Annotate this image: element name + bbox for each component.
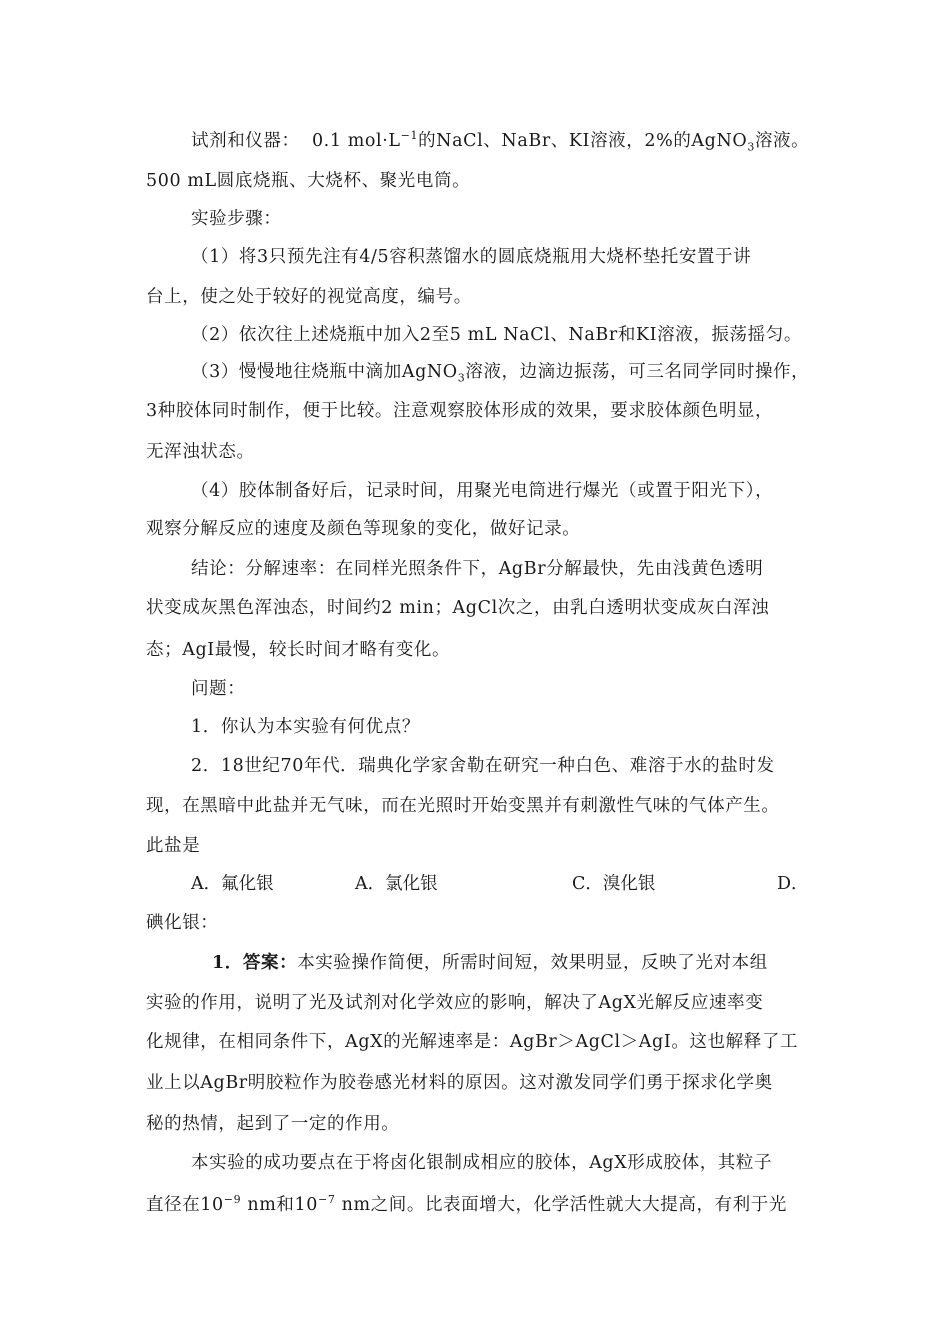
conclusion-line-2: 状变成灰黑色浑浊态，时间约2 min；AgCl次之，由乳白透明状变成灰白浑浊 (146, 598, 770, 618)
option-b: A．氯化银 (355, 874, 438, 894)
answer-label: 答案： (242, 953, 298, 973)
question-2-line-2: 现，在黑暗中此盐并无气味，而在光照时开始变黑并有刺激性气味的气体产生。 (146, 796, 780, 816)
step-3-line-2: 3种胶体同时制作，便于比较。注意观察胶体形成的效果，要求胶体颜色明显， (146, 401, 774, 421)
steps-heading: 实验步骤： (191, 209, 282, 229)
conclusion-line-1: 结论：分解速率：在同样光照条件下，AgBr分解最快，先由浅黄色透明 (191, 559, 764, 579)
question-2-line-3: 此盐是 (146, 836, 201, 856)
step-3-line-3: 无浑浊状态。 (146, 442, 255, 462)
step-3-line-1: （3）慢慢地往烧瓶中滴加AgNO$_3$溶液，边滴边振荡，可三名同学同时操作， (191, 362, 810, 385)
question-1: 1．你认为本实验有何优点？ (191, 717, 420, 737)
answer-paragraph-2-line-1: 本实验的成功要点在于将卤化银制成相应的胶体，AgX形成胶体，其粒子 (191, 1153, 773, 1173)
option-c: C．溴化银 (572, 874, 656, 894)
reagents-line-1: 试剂和仪器： 0.1 $mol\cdot L^{-1}$的NaCl、NaBr、KI溶液，2%的AgNO$_3$溶液。 (191, 129, 810, 154)
answer-line-5: 秘的热情，起到了一定的作用。 (146, 1114, 400, 1134)
option-a: A．氟化银 (191, 874, 274, 894)
answer-line-1: 1．答案：本实验操作简便，所需时间短，效果明显，反映了光对本组 (212, 953, 768, 973)
step-1-line-2: 台上，使之处于较好的视觉高度，编号。 (146, 287, 472, 307)
step-2: （2）依次往上述烧瓶中加入2至5 mL NaCl、NaBr和KI溶液，振荡摇匀。 (191, 325, 802, 345)
reagents-line-2: 500 mL圆底烧瓶、大烧杯、聚光电筒。 (146, 171, 471, 191)
answer-number: 1． (212, 953, 243, 973)
answer-line-3: 化规律，在相同条件下，AgX的光解速率是：AgBr＞AgCl＞AgI。这也解释了工 (146, 1032, 799, 1052)
step-4-line-1: （4）胶体制备好后，记录时间，用聚光电筒进行爆光（或置于阳光下）， (191, 481, 774, 501)
conclusion-line-3: 态；AgI最慢，较长时间才略有变化。 (146, 640, 451, 660)
step-1-line-1: （1）将3只预先注有4/5容积蒸馏水的圆底烧瓶用大烧杯垫托安置于讲 (191, 247, 752, 267)
answer-line-2: 实验的作用，说明了光及试剂对化学效应的影响，解决了AgX光解反应速率变 (146, 993, 764, 1013)
reagents-label: 试剂和仪器： (191, 131, 300, 151)
questions-heading: 问题： (191, 679, 246, 699)
answer-paragraph-2-line-2: 直径在$10^{-9}$ nm和$10^{-7}$ nm之间。比表面增大，化学活性就大大提高，有利于光 (146, 1193, 787, 1215)
option-d-continued: 碘化银： (146, 913, 219, 933)
question-2-line-1: 2．18世纪70年代．瑞典化学家舍勒在研究一种白色、难溶于水的盐时发 (191, 756, 775, 776)
step-4-line-2: 观察分解反应的速度及颜色等现象的变化，做好记录。 (146, 519, 581, 539)
option-d: D． (777, 874, 809, 894)
answer-line-4: 业上以AgBr明胶粒作为胶卷感光材料的原因。这对激发同学们勇于探求化学奥 (146, 1073, 773, 1093)
